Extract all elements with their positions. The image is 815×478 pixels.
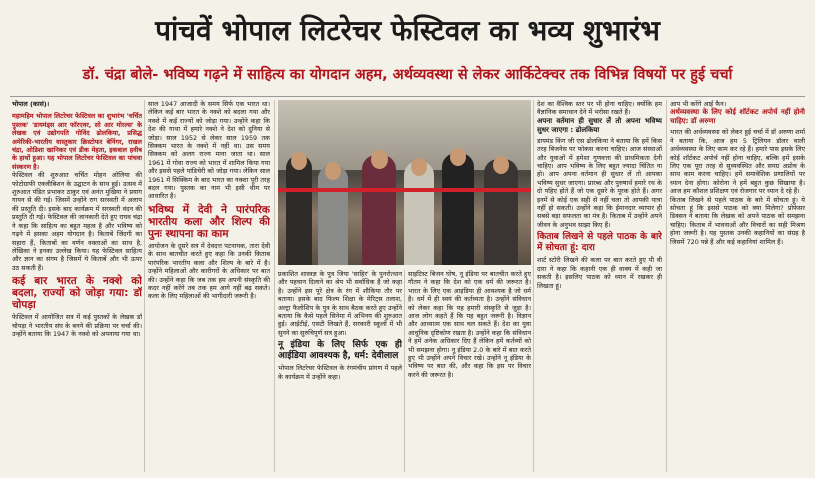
body-paragraph: शार्ट स्टोरी लिखने की कला पर बात करते हुए पी वी दारा ने कहा कि कहानी एक ही वाक्य में कही जा सकती है। इसलिए पाठक को ध्यान में रखकर ही लिखता हूं। — [537, 256, 662, 290]
photo-person-head — [450, 148, 466, 166]
article-column-5 — [537, 100, 662, 470]
photo-person — [404, 161, 434, 265]
section-heading: अर्थव्यवस्था के लिए कोई शॉर्टकट अपोर्च नहीं होनी चाहिए: डॉ अरुणा — [670, 108, 805, 126]
body-paragraph: आप भी करेंगे आई फैन। — [670, 100, 727, 108]
inauguration-ribbon — [278, 188, 531, 192]
article-column-3 — [278, 270, 402, 470]
column-divider — [533, 100, 534, 472]
subheadline: डॉ. चंद्रा बोले- भविष्य गढ़ने में साहित्य का योगदान अहम, अर्थव्यवस्था से लेकर आर्किटेक्चर तक विभिन्न विषयों पर हुई चर्चा — [82, 67, 733, 83]
column-divider — [144, 100, 145, 472]
column-divider — [404, 270, 405, 472]
event-photo — [278, 100, 531, 265]
body-paragraph: डायमंड किंग जी एस ढोलकिया ने बताया कि हमें किस तरह बिजनेस पर फोकस करना चाहिए। आज संस्थाओं और युवाओं में हमेशा गुणवत्ता की प्राथमिकता देनी चाहिए। आप भविष्य के लिए बहुत ज्यादा चिंतित ना हो। आप अपना वर्तमान ही सुधार लें तो आपका भविष्य सुधर जाएगा। प्रारब्ध और पुरुषार्थ हमारे रथ के दो पहिए होते हैं जो एक दूसरे के पूरक होते हैं। अगर इनमें से कोई एक सही से नहीं चला तो आपकी यात्रा नहीं हो सकती। उन्होंने कहा कि ईमानदार व्यापार ही सबसे बड़ा सफलता का मंत्र है। किताब में उन्होंने अपने जीवन के अनुभव साझा किए हैं। — [537, 136, 662, 229]
body-paragraph: किताब लिखने से पहले पाठक के बारे में सोचता हूं। ये सोचता हूं कि इससे पाठक को क्या मिलेगा? प्रोफेसर डिक्सन ने बताया कि लेखक को अपने पाठक को समझना चाहिए। किताब में भावनाओं और विचारों का सही मिश्रण होना जरूरी है। यह पुस्तक उनकी कहानियों का संग्रह है जिसमें 720 पन्ने हैं और कई कहानियां शामिल हैं। — [670, 195, 805, 246]
column-divider — [666, 100, 667, 472]
section-heading: किताब लिखने से पहले पाठक के बारे में सोचता हूं: दारा — [537, 232, 662, 254]
article-column-2 — [148, 100, 270, 470]
body-paragraph: फेस्टिवल में आयोजित सत्र में कई पुस्तकों के लेखक डॉ चोपड़ा ने भारतीय संघ के बनने की प्रक्रिया पर चर्चा की। उन्होंने बताया कि 1947 के नक्शे को अपनाया गया था। — [12, 313, 142, 338]
body-paragraph: साल 1947 आजादी के समय सिर्फ एक भारत था। लेकिन कई बार भारत के नक्शे को बदला गया और नक्शे में कई राज्यों को जोड़ा गया। उन्होंने कहा कि देश की गाथा में हमारे नक्शे ने देश को दुनिया से जोड़ा। साल 1952 से लेकर साल 1959 तक सिक्कम भारत के नक्शे में नहीं था। उस समय सिक्कम को अलग राज्य माना जाता था। साल 1961 में गोवा राज्य को भारत में शामिल किया गया और इससे पहले पांडिचेरी को जोड़ा गया। लेकिन साल 1961 में सिक्किम के बाद भारत का नक्शा पूरी तरह बदल गया। पुस्तक का नाम भी इसी थीम पर आधारित है। — [148, 100, 270, 201]
photo-person — [318, 165, 348, 265]
body-paragraph: आयोजन के दूसरे सत्र में देवदत्त पटनायक, तारा देवी के साथ बातचीत करते हुए कहा कि उनकी किताब पारंपरिक भारतीय कला और शिल्प के बारे में है। उन्होंने महिलाओं और कारीगरों के अधिकार पर बात की। उन्होंने कहा कि जब तक हम अपनी संस्कृति की कदर नहीं करेंगे तब तक हम आगे नहीं बढ़ सकते। कला के लिए महिलाओं की भागीदारी जरूरी है। — [148, 241, 270, 301]
body-paragraph: भोपाल लिटरेचर फेस्टिवल के रंगमंचीय प्रांगण में पहले के कार्यक्रम में उन्होंने कहा। — [278, 364, 402, 381]
photo-person-head — [371, 150, 388, 169]
photo-person-head — [493, 156, 509, 174]
photo-person — [286, 155, 312, 265]
headline: पांचवें भोपाल लिटरेचर फेस्टिवल का भव्य शुभारंभ — [155, 14, 660, 47]
article-column-4 — [408, 270, 531, 470]
section-heading: कई बार भारत के नक्शे को बदला, राज्यों को जोड़ा गया: डॉ चोपड़ा — [12, 275, 142, 312]
photo-person-head — [411, 158, 427, 176]
photo-person-head — [291, 152, 307, 170]
section-heading: नू इंडिया के लिए सिर्फ एक ही आईडिया आवश्यक है, धर्म: देवीलाल — [278, 340, 402, 362]
photo-person — [442, 153, 474, 265]
column-divider — [274, 100, 275, 472]
photo-person — [362, 155, 396, 265]
body-paragraph: भारत की अर्थव्यवस्था को लेकर हुई चर्चा में डॉ अरुणा शर्मा ने बताया कि, आज हम 5 ट्रिलियन डॉलर वाली अर्थव्यवस्था के लिए काम कर रहे हैं। हमारे पास इसके लिए कोई शॉर्टकट अपोर्च नहीं होना चाहिए, बल्कि हमें इसके लिए एक पूरा तरह से सुव्यवस्थित और समग्र अप्रोच के साथ काम करना चाहिए। हमें समावेशिक प्रणालियों पर ध्यान देना होगा। कोरोना ने हमें बहुत कुछ सिखाया है। आज हम कौशल प्रशिक्षण एवं रोजगार पर ध्यान दे रहे हैं। — [670, 128, 805, 196]
body-paragraph: प्रकाशित शास्त्रज्ञ के पुत्र जिया 'साहिर' के पुनरोत्थान और पहचान दिलाने का श्रेय भी सर्वाधिक हैं जो कहा है। उन्होंने इस पूरे क्षेत्र के रंग में शौकिया तौर पर बताया। इसके बाद फिल्म शिक्षा के मेरिट्स तलाश, अल्ट्रा फैलोशिप के पुत्र के साथ बैठक करते हुए उन्होंने बताया कि कैसे पहले सिनेमा में अभिनय की शुरुआत हुई। आईटीई, एसटी लिखते हैं, सरकारी स्कूलों में भी सुनने का सुरुचिपूर्ण सत्र हुआ। — [278, 270, 402, 337]
section-heading: अपना वर्तमान ही सुधार लें तो अपना भविष्य सुधर जाएगा : ढोलकिया — [537, 116, 662, 134]
article-column-1 — [12, 100, 142, 470]
body-paragraph: फेस्टिवल की शुरुआत चर्चित मोहन ओलिया की फोटोग्राफी एक्जीबिशन के उद्घाटन के साथ हुई। उत्सव में शुरुआत पंडित प्रभाकर ठाकुर एवं अनंत मुखिया ने प्रयाग गायन से की गई। जिसमें उन्होंने राग सरस्वती में अलाप की प्रस्तुति दी। इसके बाद कार्यक्रम में सरस्वती वंदन की प्रस्तुति दी गई। फेस्टिवल की जानकारी देते हुए राघव चंद्रा ने कहा कि साहित्य का बहुत महत्व है और भविष्य को गढ़ने में इसका अहम योगदान है। किताबें जिंदगी का सहारा हैं, किताबों का वर्णन वक्ताओं का साथ है, लेखिका ने इनका उल्लेख किया। यह फेस्टिवल साहित्य और ज्ञान का संगम है जिसमें ये किताबें और भी ऊपर उठ सकती हैं। — [12, 171, 142, 272]
dateline: भोपाल (कासं)। — [12, 100, 50, 108]
article-column-6 — [670, 100, 805, 470]
section-heading: भविष्य में देवी ने पारंपरिक भारतीय कला और शिल्प की पुनः स्थापना का काम — [148, 203, 270, 240]
photo-person — [484, 159, 518, 265]
body-paragraph: साइंटिस्ट बिजन घोष, नू इंडिया पर बातचीत करते हुए गौतम ने कहा कि देश को एक धर्म की जरूरत है। भारत के लिए एक आइडिया ही आवश्यक है जो धर्म है। धर्म में ही स्वयं की कर्तव्यता है। उन्होंने संविधान को लेकर कहा कि यह हमारी संस्कृति से जुड़ा है। आज लोग कहते हैं कि यह बहुत जरूरी है। विज्ञान और आध्यात्म एक साथ चल सकते हैं। देश का युवा आधुनिक दृष्टिकोण रखता है। उन्होंने कहा कि संविधान ने हमें अनेक अधिकार दिए हैं लेकिन हमें कर्तव्यों को भी समझना होगा। नू इंडिया 2.0 के बारे में बात करते हुए भी उन्होंने अपने विचार रखे। उन्होंने नू इंडिया के भविष्य पर बात की, और कहा कि इस पर विचार करने की जरूरत है। — [408, 270, 531, 379]
body-paragraph: देश का वैश्विक स्तर पर भी होना चाहिए। क्योंकि हम वैज्ञानिक समाधान देने में भरोसा रखते हैं। — [537, 100, 662, 117]
headline-divider — [10, 96, 805, 97]
lead-paragraph: महामहिम भोपाल लिटरेचर फेस्टिवल का शुभारंभ 'चर्चित पुस्तक' 'डायमंड्स आर फॉरएवर, सो आर मोरल्स' के लेखक एवं उद्योगपति गोविंद ढोलकिया, प्रसिद्ध अमेरिकी-भारतीय वास्तुकार क्रिस्टोफर बेनिंगर, राखल चंद्रा, ओडिशा खानिकर एवं डीक मेहता, इकबाल हवीब के हाथों हुआ। यह भोपाल लिटरेचर फेस्टिवल का पांचवा संस्करण है। — [12, 112, 142, 171]
photo-person-head — [325, 162, 341, 180]
